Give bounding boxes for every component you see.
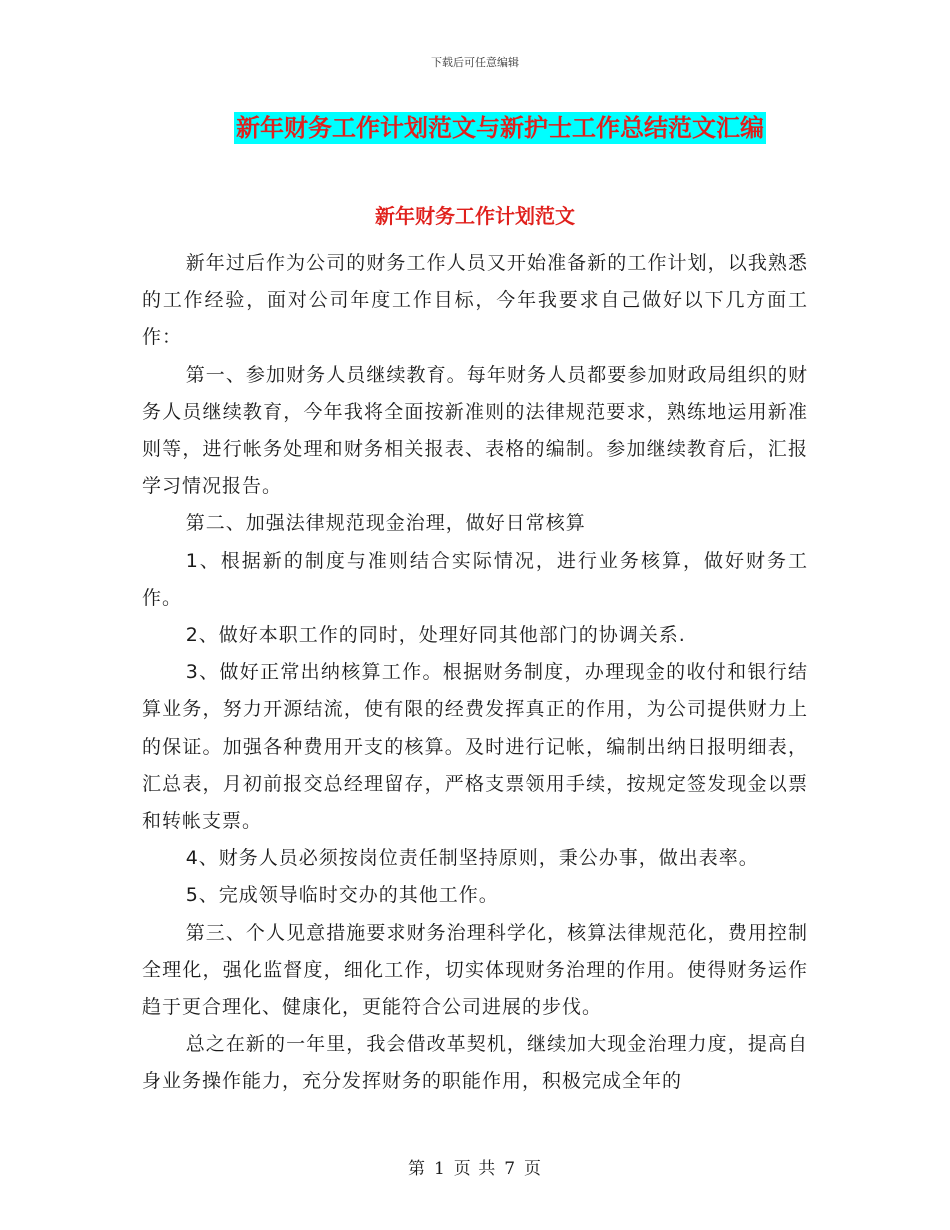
paragraph: 第二、加强法律规范现金治理，做好日常核算 [185,512,586,535]
paragraph: 3、做好正常出纳核算工作。根据财务制度，办理现金的收付和银行结算业务，努力开源结流，使有限的经费发挥真正的作用，为公司提供财力上的保证。加强各种费用开支的核算。及时进行记帐，编制出纳日报明细表，汇总表，月初前报交总经理留存，严格支票领用手续，按规定签发现金以票和转帐支票。 [142,661,808,833]
paragraph: 新年过后作为公司的财务工作人员又开始准备新的工作计划，以我熟悉的工作经验，面对公司年度工作目标，今年我要求自己做好以下几方面工作： [142,252,808,349]
footer-prefix: 第 [407,1159,426,1179]
document-main-title: 新年财务工作计划范文与新护士工作总结范文汇编 [236,114,764,142]
paragraph: 5、完成领导临时交办的其他工作。 [185,884,499,907]
footer-mid: 页 共 [453,1159,497,1179]
paragraph: 1、根据新的制度与准则结合实际情况，进行业务核算，做好财务工作。 [142,549,808,609]
paragraph: 总之在新的一年里，我会借改革契机，继续加大现金治理力度，提高自身业务操作能力，充分发挥财务的职能作用，积极完成全年的 [142,1033,808,1093]
paragraph: 4、财务人员必须按岗位责任制坚持原则，秉公办事，做出表率。 [185,847,759,870]
page-header-note: 下载后可任意编辑 [431,56,519,69]
paragraph: 2、做好本职工作的同时，处理好同其他部门的协调关系. [185,624,686,647]
document-body [142,245,808,1101]
main-title-container [0,112,950,144]
footer-suffix: 页 [524,1159,543,1179]
total-pages: 7 [504,1159,517,1179]
paragraph: 第一、参加财务人员继续教育。每年财务人员都要参加财政局组织的财务人员继续教育，今年我将全面按新准则的法律规范要求，熟练地运用新准则等，进行帐务处理和财务相关报表、表格的编制。参加继续教育后，汇报学习情况报告。 [142,363,808,498]
section-title: 新年财务工作计划范文 [375,204,575,228]
paragraph: 第三、个人见意措施要求财务治理科学化，核算法律规范化，费用控制全理化，强化监督度，细化工作，切实体现财务治理的作用。使得财务运作趋于更合理化、健康化，更能符合公司进展的步伐。 [142,921,808,1019]
page-number: 1 [433,1159,446,1179]
page-footer [0,1154,950,1179]
